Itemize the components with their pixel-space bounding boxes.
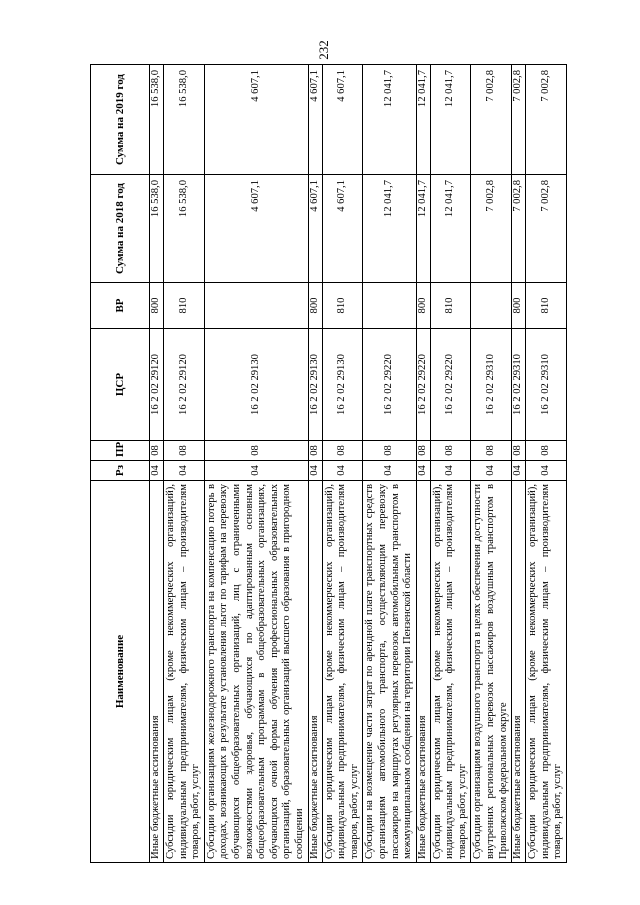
header-csr: ЦСР (91, 329, 150, 441)
cell-pr: 08 (150, 441, 164, 461)
cell-sum-2019: 4 607,1 (322, 65, 363, 175)
table-row (512, 65, 526, 863)
cell-csr: 16 2 02 29130 (204, 329, 308, 441)
cell-sum-2018: 4 607,1 (204, 175, 308, 283)
cell-rz: 04 (526, 461, 567, 481)
cell-name: Субсидии юридическим лицам (кроме некоммерческих организаций), индивидуальным предпринимателям, физическим лицам – производителям товаров, работ, услуг (430, 481, 471, 863)
table-header (91, 65, 150, 863)
cell-vr: 800 (308, 283, 322, 329)
cell-sum-2019: 7 002,8 (512, 65, 526, 175)
cell-rz: 04 (363, 461, 416, 481)
cell-vr: 810 (430, 283, 471, 329)
cell-sum-2018: 16 538,0 (164, 175, 205, 283)
cell-sum-2019: 16 538,0 (150, 65, 164, 175)
cell-sum-2019: 4 607,1 (204, 65, 308, 175)
cell-pr: 08 (430, 441, 471, 461)
cell-name: Иные бюджетные ассигнования (308, 481, 322, 863)
cell-sum-2019: 16 538,0 (164, 65, 205, 175)
cell-sum-2018: 4 607,1 (322, 175, 363, 283)
cell-rz: 04 (322, 461, 363, 481)
cell-name: Иные бюджетные ассигнования (416, 481, 430, 863)
cell-name: Субсидии организациям воздушного транспорта в целях обеспечения доступности внутренних региональных перевозок пассажиров воздушным транспортом в Приволжском федеральном округе (471, 481, 512, 863)
header-name: Наименование (91, 481, 150, 863)
cell-sum-2018: 7 002,8 (512, 175, 526, 283)
cell-csr: 16 2 02 29220 (363, 329, 416, 441)
cell-rz: 04 (430, 461, 471, 481)
cell-pr: 08 (512, 441, 526, 461)
cell-csr: 16 2 02 29130 (322, 329, 363, 441)
budget-table (90, 64, 567, 863)
cell-rz: 04 (150, 461, 164, 481)
cell-name: Субсидии юридическим лицам (кроме некоммерческих организаций), индивидуальным предпринимателям, физическим лицам – производителям товаров, работ, услуг (526, 481, 567, 863)
cell-sum-2019: 12 041,7 (363, 65, 416, 175)
table-row (204, 65, 308, 863)
cell-sum-2018: 7 002,8 (471, 175, 512, 283)
cell-csr: 16 2 02 29130 (308, 329, 322, 441)
cell-vr: 810 (164, 283, 205, 329)
table-row (471, 65, 512, 863)
cell-sum-2018: 12 041,7 (430, 175, 471, 283)
cell-name: Субсидии юридическим лицам (кроме некоммерческих организаций), индивидуальным предпринимателям, физическим лицам – производителям товаров, работ, услуг (164, 481, 205, 863)
cell-rz: 04 (471, 461, 512, 481)
table-row (430, 65, 471, 863)
cell-csr: 16 2 02 29220 (416, 329, 430, 441)
cell-name: Иные бюджетные ассигнования (150, 481, 164, 863)
header-sum-2019: Сумма на 2019 год (91, 65, 150, 175)
cell-pr: 08 (204, 441, 308, 461)
cell-name: Субсидии юридическим лицам (кроме некоммерческих организаций), индивидуальным предпринимателям, физическим лицам – производителям товаров, работ, услуг (322, 481, 363, 863)
cell-sum-2019: 4 607,1 (308, 65, 322, 175)
cell-csr: 16 2 02 29120 (150, 329, 164, 441)
cell-pr: 08 (363, 441, 416, 461)
cell-pr: 08 (416, 441, 430, 461)
cell-sum-2019: 7 002,8 (471, 65, 512, 175)
cell-rz: 04 (204, 461, 308, 481)
table-row (322, 65, 363, 863)
cell-sum-2018: 7 002,8 (526, 175, 567, 283)
cell-rz: 04 (308, 461, 322, 481)
cell-vr: 800 (416, 283, 430, 329)
cell-vr: 800 (150, 283, 164, 329)
cell-sum-2018: 12 041,7 (363, 175, 416, 283)
table-row (416, 65, 430, 863)
header-sum-2018: Сумма на 2018 год (91, 175, 150, 283)
cell-pr: 08 (164, 441, 205, 461)
cell-sum-2019: 12 041,7 (416, 65, 430, 175)
table-row (363, 65, 416, 863)
cell-rz: 04 (164, 461, 205, 481)
cell-csr: 16 2 02 29120 (164, 329, 205, 441)
header-vr: ВР (91, 283, 150, 329)
cell-sum-2019: 12 041,7 (430, 65, 471, 175)
table-body (150, 65, 567, 863)
cell-vr: 800 (512, 283, 526, 329)
cell-csr: 16 2 02 29220 (430, 329, 471, 441)
cell-rz: 04 (512, 461, 526, 481)
cell-vr (471, 283, 512, 329)
cell-pr: 08 (308, 441, 322, 461)
cell-pr: 08 (471, 441, 512, 461)
cell-csr: 16 2 02 29310 (526, 329, 567, 441)
cell-name: Субсидии организациям железнодорожного транспорта на компенсацию потерь в доходах, возникающих в результате установления льгот по тарифам на перевозку обучающихся общеобразовательных организаций, лиц с ограниченными возможностями здоровья, обучающихся по адаптированным основным общеобразовательным программам в общеобразовательных организациях, обучающихся очной формы обучения профессиональных образовательных организаций, образовательных организаций высшего образования в пригородном сообщении (204, 481, 308, 863)
cell-csr: 16 2 02 29310 (471, 329, 512, 441)
header-pr: ПР (91, 441, 150, 461)
table-row (526, 65, 567, 863)
cell-csr: 16 2 02 29310 (512, 329, 526, 441)
table-row (150, 65, 164, 863)
cell-name: Иные бюджетные ассигнования (512, 481, 526, 863)
budget-table-container (90, 65, 570, 863)
cell-pr: 08 (526, 441, 567, 461)
table-row (308, 65, 322, 863)
cell-sum-2018: 4 607,1 (308, 175, 322, 283)
cell-sum-2018: 12 041,7 (416, 175, 430, 283)
cell-pr: 08 (322, 441, 363, 461)
cell-sum-2019: 7 002,8 (526, 65, 567, 175)
cell-vr (363, 283, 416, 329)
header-rz: Рз (91, 461, 150, 481)
cell-vr: 810 (526, 283, 567, 329)
cell-sum-2018: 16 538,0 (150, 175, 164, 283)
cell-vr: 810 (322, 283, 363, 329)
cell-name: Субсидии на возмещение части затрат по арендной плате транспортных средств организациям автомобильного транспорта, осуществляющим перевозку пассажиров на маршрутах регулярных перевозок автомобильным транспортом в межмуниципальном сообщении на территории Пензенской области (363, 481, 416, 863)
cell-vr (204, 283, 308, 329)
cell-rz: 04 (416, 461, 430, 481)
table-row (164, 65, 205, 863)
page-number: 232 (316, 40, 331, 60)
